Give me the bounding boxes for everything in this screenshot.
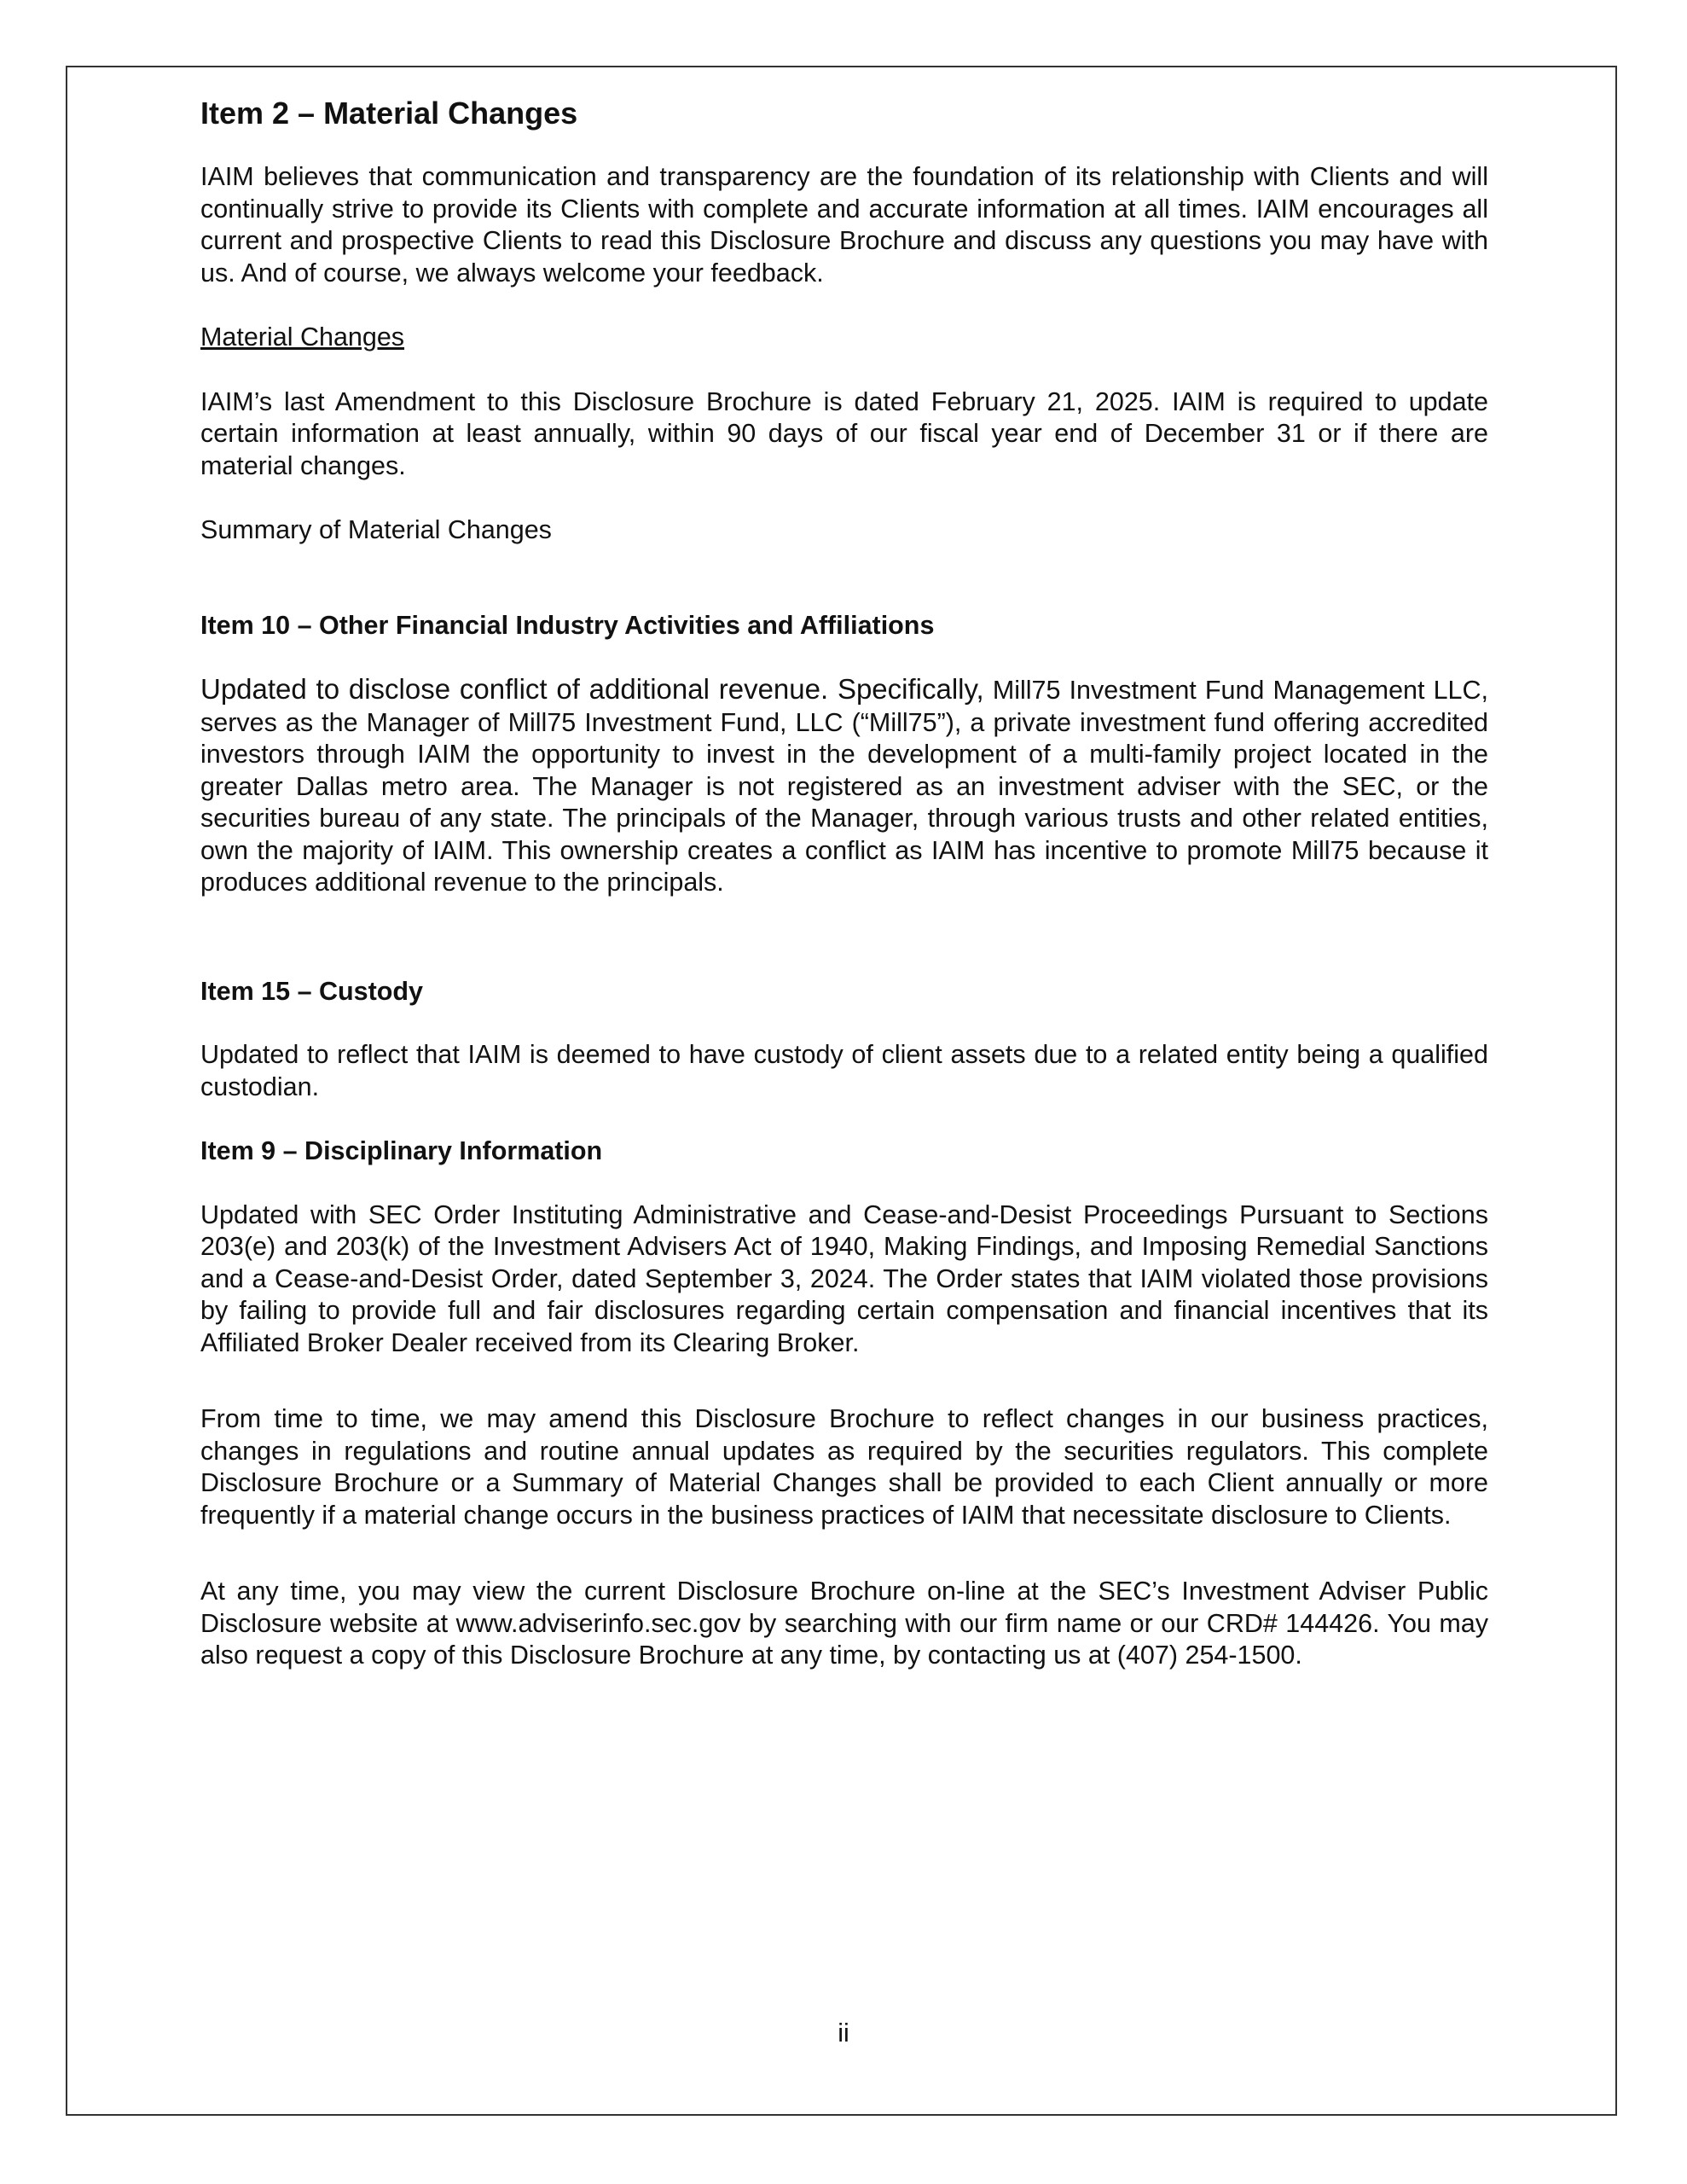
item-10-lead: Updated to disclose conflict of additional revenue. Specifically, [200,673,984,705]
page-number: ii [838,2018,849,2048]
amend-paragraph: From time to time, we may amend this Disclosure Brochure to reflect changes in our business practices, changes in regulations and routine annual updates as required by the securities regulators. This complete Disclosure Brochure or a Summary of Material Changes shall be provided to each Client annually or more frequently if a material change occurs in the business practices of IAIM that necessitate disclosure to Clients. [200,1404,1488,1530]
page-title: Item 2 – Material Changes [200,96,578,131]
document-body [200,94,1488,1672]
item-15-paragraph: Updated to reflect that IAIM is deemed to have custody of client assets due to a related entity being a qualified custodian. [200,1040,1488,1101]
summary-heading: Summary of Material Changes [200,515,552,544]
item-10-body: Mill75 Investment Fund Management LLC, serves as the Manager of Mill75 Investment Fund, LLC (“Mill75”), a private investment fund offering accredited investors through IAIM the opportunity to invest in the development of a multi-family project located in the greater Dallas metro area. The Manager is not registered as an investment adviser with the SEC, or the securities bureau of any state. The principals of the Manager, through various trusts and other related entities, own the majority of IAIM. This ownership creates a conflict as IAIM has incentive to promote Mill75 because it produces additional revenue to the principals. [200,676,1488,897]
material-changes-heading: Material Changes [200,322,405,351]
item-9-heading: Item 9 – Disciplinary Information [200,1136,603,1165]
intro-paragraph: IAIM believes that communication and transparency are the foundation of its relationship with Clients and will continually strive to provide its Clients with complete and accurate information at all times. IAIM encourages all current and prospective Clients to read this Disclosure Brochure and discuss any questions you may have with us. And of course, we always welcome your feedback. [200,162,1488,288]
item-10-heading: Item 10 – Other Financial Industry Activities and Affiliations [200,610,935,640]
item-10-paragraph [200,673,1488,899]
item-15-heading: Item 15 – Custody [200,976,424,1006]
view-paragraph: At any time, you may view the current Disclosure Brochure on-line at the SEC’s Investment Adviser Public Disclosure website at www.adviserinfo.sec.gov by searching with our firm name or our CRD# 144426. You may also request a copy of this Disclosure Brochure at any time, by contacting us at (407) 254-1500. [200,1577,1488,1670]
amendment-paragraph: IAIM’s last Amendment to this Disclosure Brochure is dated February 21, 2025. IAIM is required to update certain information at least annually, within 90 days of our fiscal year end of December 31 or if there are material changes. [200,386,1488,480]
item-9-paragraph: Updated with SEC Order Instituting Administrative and Cease-and-Desist Proceedings Pursuant to Sections 203(e) and 203(k) of the Investment Advisers Act of 1940, Making Findings, and Imposing Remedial Sanctions and a Cease-and-Desist Order, dated September 3, 2024. The Order states that IAIM violated those provisions by failing to provide full and fair disclosures regarding certain compensation and financial incentives that its Affiliated Broker Dealer received from its Clearing Broker. [200,1199,1488,1357]
